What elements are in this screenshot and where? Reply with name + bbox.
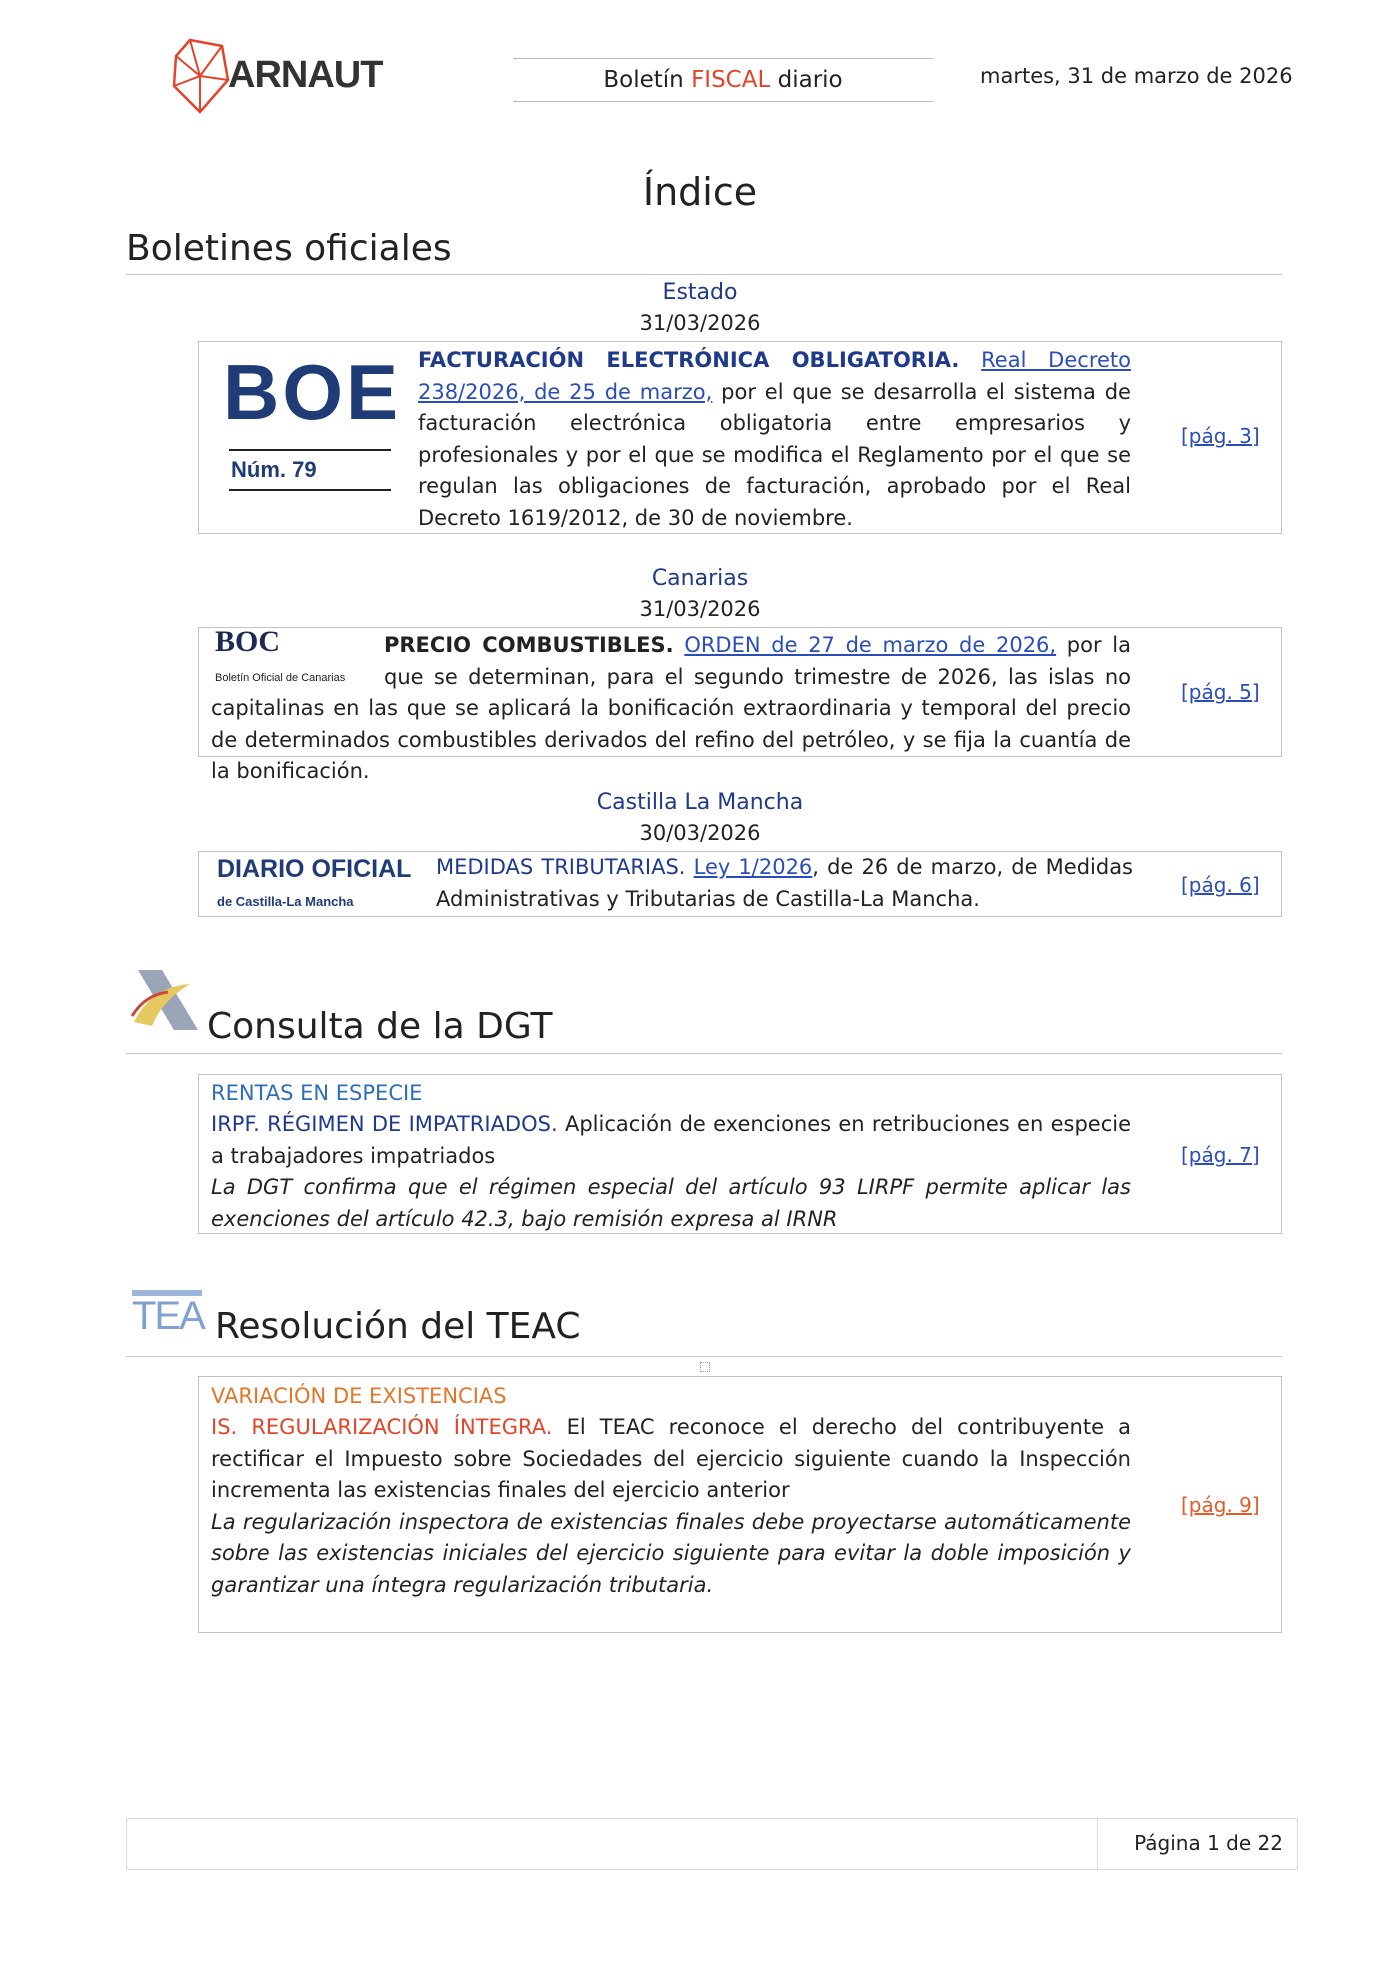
entry-heading: PRECIO COMBUSTIBLES.: [384, 633, 674, 657]
footer: [126, 1818, 1298, 1870]
anchor-marker: [700, 1362, 710, 1372]
logo-text: ARNAUT: [228, 54, 383, 96]
entry-dgt-text: [211, 1078, 1131, 1235]
page-link-7[interactable]: [pág. 7]: [1181, 1143, 1260, 1167]
docm-logo-subtitle: de Castilla-La Mancha: [217, 894, 354, 909]
region-clm: Castilla La Mancha: [596, 790, 804, 815]
section-divider: [126, 1356, 1282, 1357]
entry-link[interactable]: Real Decreto 238/2026, de 25 de marzo,: [418, 348, 1131, 404]
entry-heading: MEDIDAS TRIBUTARIAS.: [436, 855, 686, 879]
date-clm: 30/03/2026: [639, 821, 761, 845]
entry-teac: [198, 1376, 1282, 1633]
footer-separator: [1097, 1819, 1098, 1869]
entry-body: Aplicación de exenciones en retribuciones en especie a trabajadores impatriados: [211, 1112, 1131, 1168]
page-link-5[interactable]: [pág. 5]: [1181, 680, 1260, 704]
entry-body: por la que se determinan, para el segundo trimestre de 2026, las islas no capitalinas en las que se aplicará la bonificación extraordinaria y temporal del precio de determinados combustibles derivados del refino del petróleo, y se fija la cuantía de la bonificación.: [211, 633, 1131, 783]
date-estado: 31/03/2026: [639, 311, 761, 335]
region-canarias: Canarias: [651, 566, 749, 591]
index-title: Índice: [642, 170, 758, 214]
section-divider: [126, 1053, 1282, 1054]
entry-body: El TEAC reconoce el derecho del contribuyente a rectificar el Impuesto sobre Sociedades del ejercicio siguiente cuando la Inspección incrementa las existencias finales del ejercicio anterior: [211, 1415, 1132, 1502]
entry-category: VARIACIÓN DE EXISTENCIAS: [211, 1384, 507, 1408]
newsletter-title: [513, 58, 933, 102]
tea-logo: [128, 1290, 204, 1340]
entry-link[interactable]: ORDEN de 27 de marzo de 2026,: [684, 633, 1057, 657]
region-estado: Estado: [662, 280, 738, 305]
title-post: diario: [770, 67, 843, 93]
entry-teac-text: [211, 1381, 1131, 1601]
arnaut-logo: [170, 36, 400, 116]
page-number: Página 1 de 22: [1134, 1831, 1283, 1855]
boe-logo: [211, 348, 402, 509]
entry-heading: IRPF. RÉGIMEN DE IMPATRIADOS.: [211, 1112, 558, 1136]
arnaut-gem-icon: [170, 36, 230, 116]
boc-logo-subtitle: Boletín Oficial de Canarias: [215, 672, 346, 684]
header-date: martes, 31 de marzo de 2026: [980, 64, 1293, 88]
section-title-dgt: Consulta de la DGT: [207, 1006, 553, 1047]
aeat-x-icon: [128, 964, 204, 1036]
section-title-teac: Resolución del TEAC: [215, 1306, 581, 1347]
entry-boe: [198, 341, 1282, 534]
section-title-boletines: Boletines oficiales: [126, 228, 452, 269]
boc-logo: [211, 625, 376, 690]
tea-logo-text: TEA: [132, 1294, 204, 1338]
entry-boc-text: [211, 625, 1131, 788]
docm-logo: [199, 852, 434, 912]
boe-issue-number: Núm. 79: [229, 449, 391, 491]
date-canarias: 31/03/2026: [639, 597, 761, 621]
boe-logo-letters: BOE: [223, 348, 402, 436]
entry-heading: FACTURACIÓN ELECTRÓNICA OBLIGATORIA.: [418, 348, 960, 372]
page-link-3[interactable]: [pág. 3]: [1181, 424, 1260, 448]
section-divider: [126, 274, 1282, 275]
entry-summary: La DGT confirma que el régimen especial del artículo 93 LIRPF permite aplicar las exenciones del artículo 42.3, bajo remisión expresa al IRNR: [211, 1175, 1131, 1231]
boc-logo-letters: BOC: [215, 625, 281, 658]
title-pre: Boletín: [603, 67, 692, 93]
entry-category: RENTAS EN ESPECIE: [211, 1081, 423, 1105]
entry-boe-text: [211, 345, 1131, 534]
page-link-9[interactable]: [pág. 9]: [1181, 1493, 1260, 1517]
entry-heading: IS. REGULARIZACIÓN ÍNTEGRA.: [211, 1415, 553, 1439]
entry-docm: [198, 851, 1282, 917]
entry-link[interactable]: Ley 1/2026: [693, 855, 813, 879]
title-highlight: FISCAL: [691, 67, 771, 93]
docm-logo-title: DIARIO OFICIAL: [217, 855, 412, 883]
entry-body: , de 26 de marzo, de Medidas Administrativas y Tributarias de Castilla-La Mancha.: [436, 855, 1133, 911]
entry-boc: [198, 625, 1282, 783]
page-link-6[interactable]: [pág. 6]: [1181, 873, 1260, 897]
entry-body: por el que se desarrolla el sistema de facturación electrónica obligatoria entre empresarios y profesionales y por el que se modifica el Reglamento por el que se regulan las obligaciones de facturación, aprobado por el Real Decreto 1619/2012, de 30 de noviembre.: [418, 379, 1131, 530]
entry-dgt: [198, 1074, 1282, 1234]
entry-docm-text: [199, 852, 1133, 915]
entry-summary: La regularización inspectora de existencias finales debe proyectarse automáticamente sobre las existencias iniciales del ejercicio siguiente para evitar la doble imposición y garantizar una íntegra regularización tributaria.: [211, 1509, 1131, 1597]
aeat-logo: [128, 964, 204, 1036]
